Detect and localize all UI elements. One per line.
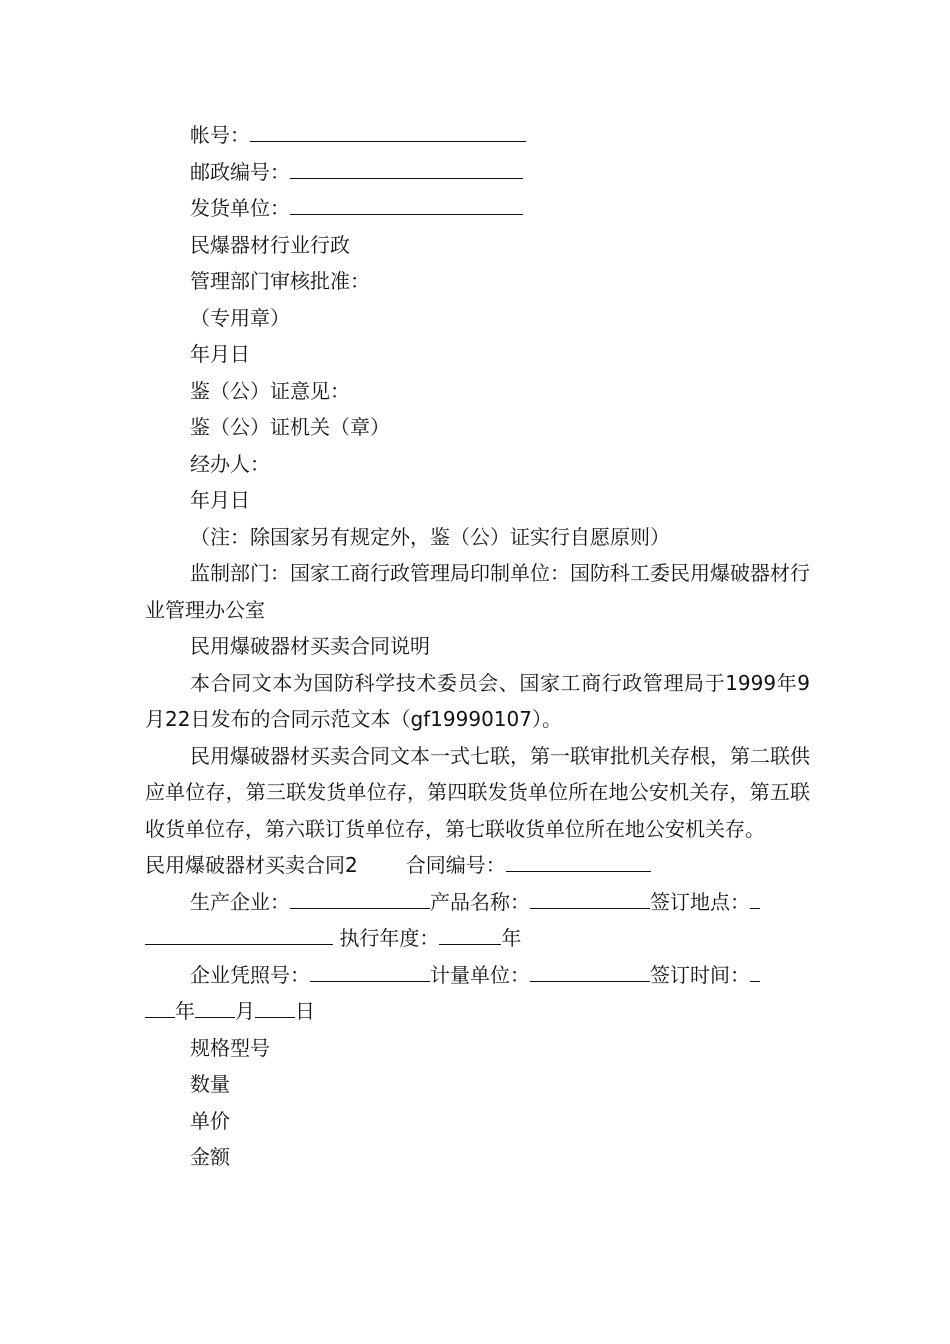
date-day-label: 日	[295, 999, 315, 1023]
explanation-paragraph-2: 民用爆破器材买卖合同文本一式七联，第一联审批机关存根，第二联供应单位存，第三联发货单位存，第四联发货单位所在地公安机关存，第五联收货单位存，第六联订货单位存，第七联收货单位所在地公安机关存。	[145, 743, 810, 841]
account-label: 帐号：	[190, 123, 250, 147]
license-label: 企业凭照号：	[190, 962, 310, 987]
place-blank-continued	[145, 922, 333, 945]
contract2-title: 民用爆破器材买卖合同2	[145, 853, 358, 877]
postal-line	[145, 154, 810, 191]
notary-authority: 鉴（公）证机关（章）	[190, 415, 390, 439]
time-label: 签订时间：	[650, 962, 750, 987]
table-header-amount: 金额	[190, 1145, 230, 1169]
approval-line-2: 管理部门审核批准：	[190, 269, 370, 293]
year-label: 执行年度：	[339, 926, 440, 950]
producer-label: 生产企业：	[190, 889, 290, 914]
year-line	[145, 920, 810, 957]
time-blank-start	[750, 959, 760, 982]
approval-seal: （专用章）	[190, 305, 290, 330]
document-body	[145, 117, 810, 1176]
table-header-unit-price: 单价	[190, 1108, 230, 1133]
place-blank-start	[750, 886, 760, 909]
notary-note: （注：除国家另有规定外，鉴（公）证实行自愿原则）	[190, 524, 670, 549]
date-month-label: 月	[235, 999, 255, 1023]
date-day-blank	[255, 995, 295, 1018]
explanation-paragraph-1: 本合同文本为国防科学技术委员会、国家工商行政管理局于1999年9月22日发布的合同示范文本（gf19990107）。	[145, 670, 810, 731]
license-blank	[310, 959, 430, 982]
account-line	[145, 117, 810, 154]
notary-handler: 经办人：	[190, 451, 270, 476]
product-label: 产品名称：	[430, 889, 530, 914]
producer-line	[145, 884, 810, 921]
approval-line-1: 民爆器材行业行政	[190, 232, 350, 257]
shipper-blank	[290, 192, 523, 215]
shipper-line	[145, 190, 810, 227]
producer-blank	[290, 886, 430, 909]
table-header-quantity: 数量	[190, 1072, 230, 1096]
date-month-blank	[195, 995, 235, 1018]
supervision-paragraph: 监制部门：国家工商行政管理局印制单位：国防科工委民用爆破器材行业管理办公室	[145, 561, 810, 622]
unit-blank	[530, 959, 650, 982]
approval-date: 年月日	[190, 342, 250, 366]
unit-label: 计量单位：	[430, 962, 530, 987]
notary-date: 年月日	[190, 488, 250, 512]
date-year-blank	[145, 995, 175, 1018]
postal-label: 邮政编号：	[190, 159, 290, 184]
year-blank	[439, 922, 501, 945]
product-blank	[530, 886, 650, 909]
contract2-title-line	[145, 847, 810, 884]
contract-number-label: 合同编号：	[405, 853, 506, 877]
year-suffix: 年	[501, 926, 522, 950]
license-line	[145, 957, 810, 994]
contract-number-blank	[506, 849, 651, 872]
account-blank	[250, 119, 526, 142]
table-header-spec: 规格型号	[190, 1035, 270, 1060]
date-line	[145, 993, 810, 1030]
place-label: 签订地点：	[650, 889, 750, 914]
shipper-label: 发货单位：	[190, 196, 290, 220]
explanation-title: 民用爆破器材买卖合同说明	[190, 634, 430, 658]
postal-blank	[290, 156, 523, 179]
notary-opinion: 鉴（公）证意见：	[190, 378, 350, 403]
date-year-label: 年	[175, 999, 195, 1023]
